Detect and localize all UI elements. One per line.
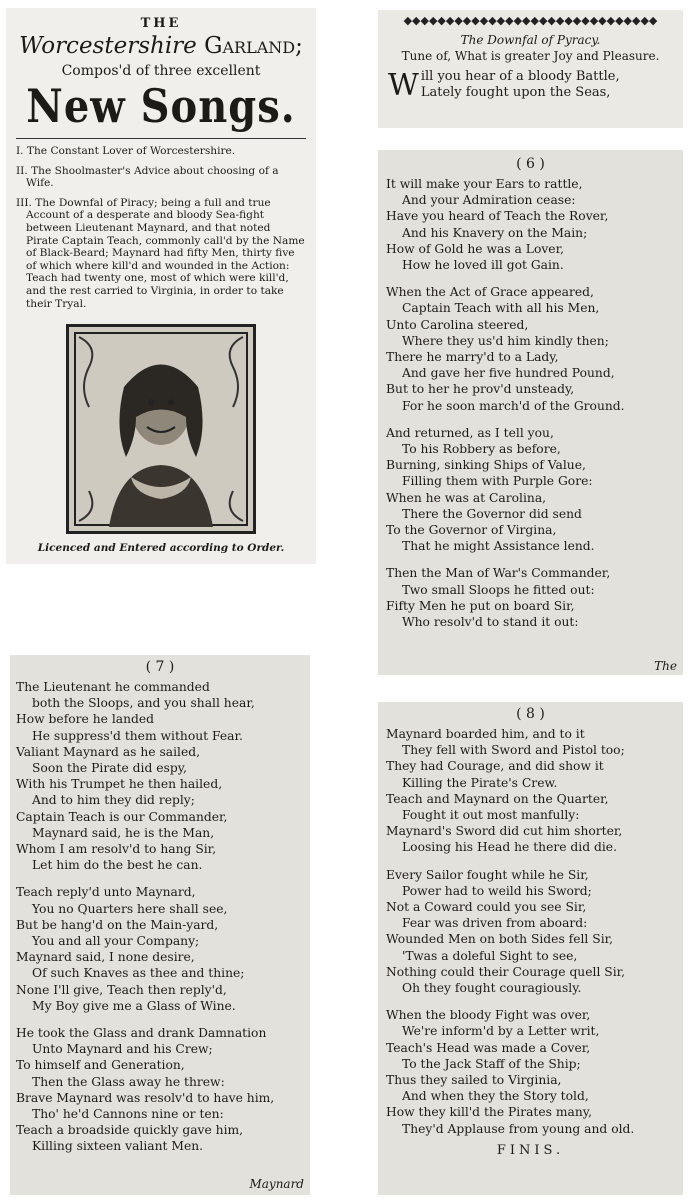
- verse-line: And your Admiration cease:: [402, 193, 576, 208]
- verse-line: We're inform'd by a Letter writ,: [402, 1024, 600, 1039]
- title-composed: Compos'd of three excellent: [61, 63, 261, 79]
- verse-line: And when they the Story told,: [402, 1089, 589, 1104]
- verse-line: You no Quarters here shall see,: [32, 901, 228, 916]
- catchword-6: The: [654, 659, 677, 673]
- verse-line: Thus they sailed to Virginia,: [386, 1073, 562, 1088]
- verse-line: Captain Teach with all his Men,: [402, 301, 600, 316]
- verse-line: Killing sixteen valiant Men.: [32, 1139, 204, 1154]
- verse-line: Maynard said, I none desire,: [16, 950, 195, 965]
- verse-line: He took the Glass and drank Damnation: [16, 1026, 267, 1041]
- verse-line: Power had to weild his Sword;: [402, 883, 592, 898]
- verse-line: Nothing could their Courage quell Sir,: [386, 964, 626, 979]
- verse-line: Burning, sinking Ships of Value,: [386, 458, 586, 473]
- verse-line: My Boy give me a Glass of Wine.: [32, 998, 236, 1013]
- title-page-panel: [6, 8, 316, 564]
- ornament-border: ◆◆◆◆◆◆◆◆◆◆◆◆◆◆◆◆◆◆◆◆◆◆◆◆◆◆◆◆◆◆: [403, 14, 658, 27]
- page-number-6: ( 6 ): [516, 156, 545, 172]
- verse-line: Unto Maynard and his Crew;: [32, 1042, 213, 1057]
- opening-line-2: Lately fought upon the Seas,: [420, 85, 611, 101]
- verse-line: You and all your Company;: [32, 934, 200, 949]
- opening-verse: [388, 69, 673, 101]
- verse-line: For he soon march'd of the Ground.: [402, 398, 625, 413]
- verse-line: When the Act of Grace appeared,: [386, 285, 594, 300]
- contents-item-2: II. The Shoolmaster's Advice about choosing of a Wife.: [16, 164, 279, 190]
- verse-line: But to her he prov'd unsteady,: [386, 382, 575, 397]
- verse-line: How before he landed: [16, 712, 155, 727]
- verse-line: To the Governor of Virgina,: [386, 523, 557, 538]
- verse-line: Whom I am resolv'd to hang Sir,: [16, 842, 217, 857]
- verse-line: To his Robbery as before,: [402, 442, 561, 457]
- verse-line: Fifty Men he put on board Sir,: [386, 598, 575, 613]
- verse-line: And gave her five hundred Pound,: [402, 366, 615, 381]
- verse-line: To himself and Generation,: [16, 1058, 185, 1073]
- portrait-woodcut: [66, 324, 256, 534]
- verse-line: Fear was driven from aboard:: [402, 916, 588, 931]
- licence-line: Licenced and Entered according to Order.: [37, 542, 285, 555]
- verse-line: Loosing his Head he there did die.: [402, 840, 617, 855]
- verse-line: Then the Glass away he threw:: [32, 1074, 225, 1089]
- verse-line: Maynard said, he is the Man,: [32, 825, 215, 840]
- verse-line: It will make your Ears to rattle,: [386, 177, 583, 191]
- verse-line: The Lieutenant he commanded: [16, 680, 210, 694]
- verse-line: With his Trumpet he then hailed,: [16, 777, 223, 792]
- verse-line: How he loved ill got Gain.: [402, 258, 564, 273]
- title-rule: [16, 138, 306, 139]
- finis-mark: FINIS.: [496, 1142, 565, 1158]
- verse-line: Two small Sloops he fitted out:: [402, 582, 595, 597]
- verse-line: Then the Man of War's Commander,: [386, 566, 611, 581]
- verse-line: Who resolv'd to stand it out:: [402, 615, 579, 630]
- verse-line: Of such Knaves as thee and thine;: [32, 966, 245, 981]
- title-garland-italic: Worcestershire: [19, 33, 197, 59]
- contents-list: [16, 145, 306, 310]
- verse-line: They'd Applause from young and old.: [402, 1121, 635, 1136]
- verse-line: Soon the Pirate did espy,: [32, 761, 187, 776]
- page-6-verse: [386, 176, 675, 630]
- verse-line: Teach's Head was made a Cover,: [386, 1040, 591, 1055]
- verse-line: To the Jack Staff of the Ship;: [402, 1056, 581, 1071]
- verse-line: None I'll give, Teach then reply'd,: [16, 982, 227, 997]
- verse-line: He suppress'd them without Fear.: [32, 728, 243, 743]
- verse-line: How of Gold he was a Lover,: [386, 241, 565, 256]
- page-number-7: ( 7 ): [145, 659, 175, 675]
- page-6-panel: [378, 150, 683, 675]
- verse-line: Where they us'd him kindly then;: [402, 333, 609, 348]
- verse-line: Oh they fought couragiously.: [402, 981, 582, 996]
- verse-line: Valiant Maynard as he sailed,: [16, 744, 201, 759]
- catchword-7: Maynard: [249, 1177, 304, 1191]
- title-new-songs: New Songs.: [26, 79, 296, 134]
- verse-line: Unto Carolina steered,: [386, 317, 529, 332]
- contents-item-1: I. The Constant Lover of Worcestershire.: [16, 145, 236, 157]
- portrait-woodcut-image: [69, 327, 253, 531]
- verse-line: That he might Assistance lend.: [402, 539, 595, 554]
- verse-line: Teach reply'd unto Maynard,: [16, 885, 196, 900]
- verse-line: Have you heard of Teach the Rover,: [386, 209, 609, 224]
- verse-line: 'Twas a doleful Sight to see,: [402, 948, 578, 963]
- verse-line: When the bloody Fight was over,: [386, 1008, 591, 1023]
- song-title: The Downfal of Pyracy.: [460, 33, 601, 47]
- verse-line: And his Knavery on the Main;: [402, 225, 588, 240]
- verse-line: Captain Teach is our Commander,: [16, 809, 228, 824]
- verse-line: Brave Maynard was resolv'd to have him,: [16, 1090, 275, 1105]
- page-number-8: ( 8 ): [516, 706, 545, 722]
- verse-line: both the Sloops, and you shall hear,: [32, 696, 255, 711]
- verse-line: There the Governor did send: [402, 506, 582, 521]
- verse-line: Every Sailor fought while he Sir,: [386, 867, 589, 882]
- verse-line: Teach and Maynard on the Quarter,: [386, 791, 609, 806]
- title-garland-caps: Garland;: [204, 33, 303, 59]
- verse-line: Filling them with Purple Gore:: [402, 474, 593, 489]
- verse-line: And returned, as I tell you,: [386, 425, 554, 440]
- contents-item-3: III. The Downfal of Piracy; being a full and true Account of a desperate and bloody Sea-fight between Lieutenant Maynard, and that noted Pirate Captain Teach, commonly call'd by the Name of Black-Beard; Maynard had fifty Men, thirty five of which where kill'd and wounded in the Action: Teach had twenty one, most of which were kill'd, and the rest carried to Virginia, in order to take their Tryal.: [16, 196, 305, 310]
- downfal-heading-panel: [378, 10, 683, 128]
- verse-line: But be hang'd on the Main-yard,: [16, 917, 219, 932]
- title-garland: [16, 33, 306, 59]
- verse-line: Fought it out most manfully:: [402, 808, 580, 823]
- verse-line: When he was at Carolina,: [386, 490, 547, 505]
- page-8-verse: [386, 726, 675, 1137]
- verse-line: Maynard boarded him, and to it: [386, 727, 585, 741]
- verse-line: Maynard's Sword did cut him shorter,: [386, 824, 623, 839]
- drop-cap: W: [388, 68, 419, 103]
- verse-line: Let him do the best he can.: [32, 858, 203, 873]
- page-7-panel: [10, 655, 310, 1195]
- verse-line: Wounded Men on both Sides fell Sir,: [386, 932, 614, 947]
- page-7-verse: [16, 679, 304, 1155]
- verse-line: There he marry'd to a Lady,: [386, 350, 559, 365]
- verse-line: They had Courage, and did show it: [386, 759, 604, 774]
- verse-line: And to him they did reply;: [32, 793, 195, 808]
- verse-line: Not a Coward could you see Sir,: [386, 900, 587, 915]
- opening-line-1: ill you hear of a bloody Battle,: [420, 69, 620, 84]
- verse-line: How they kill'd the Pirates many,: [386, 1105, 593, 1120]
- verse-line: Killing the Pirate's Crew.: [402, 775, 558, 790]
- verse-line: Teach a broadside quickly gave him,: [16, 1123, 244, 1138]
- title-the: THE: [140, 16, 182, 31]
- page-8-panel: [378, 702, 683, 1195]
- verse-line: Tho' he'd Cannons nine or ten:: [32, 1107, 224, 1122]
- verse-line: They fell with Sword and Pistol too;: [402, 743, 625, 758]
- song-tune: Tune of, What is greater Joy and Pleasure.: [401, 49, 660, 63]
